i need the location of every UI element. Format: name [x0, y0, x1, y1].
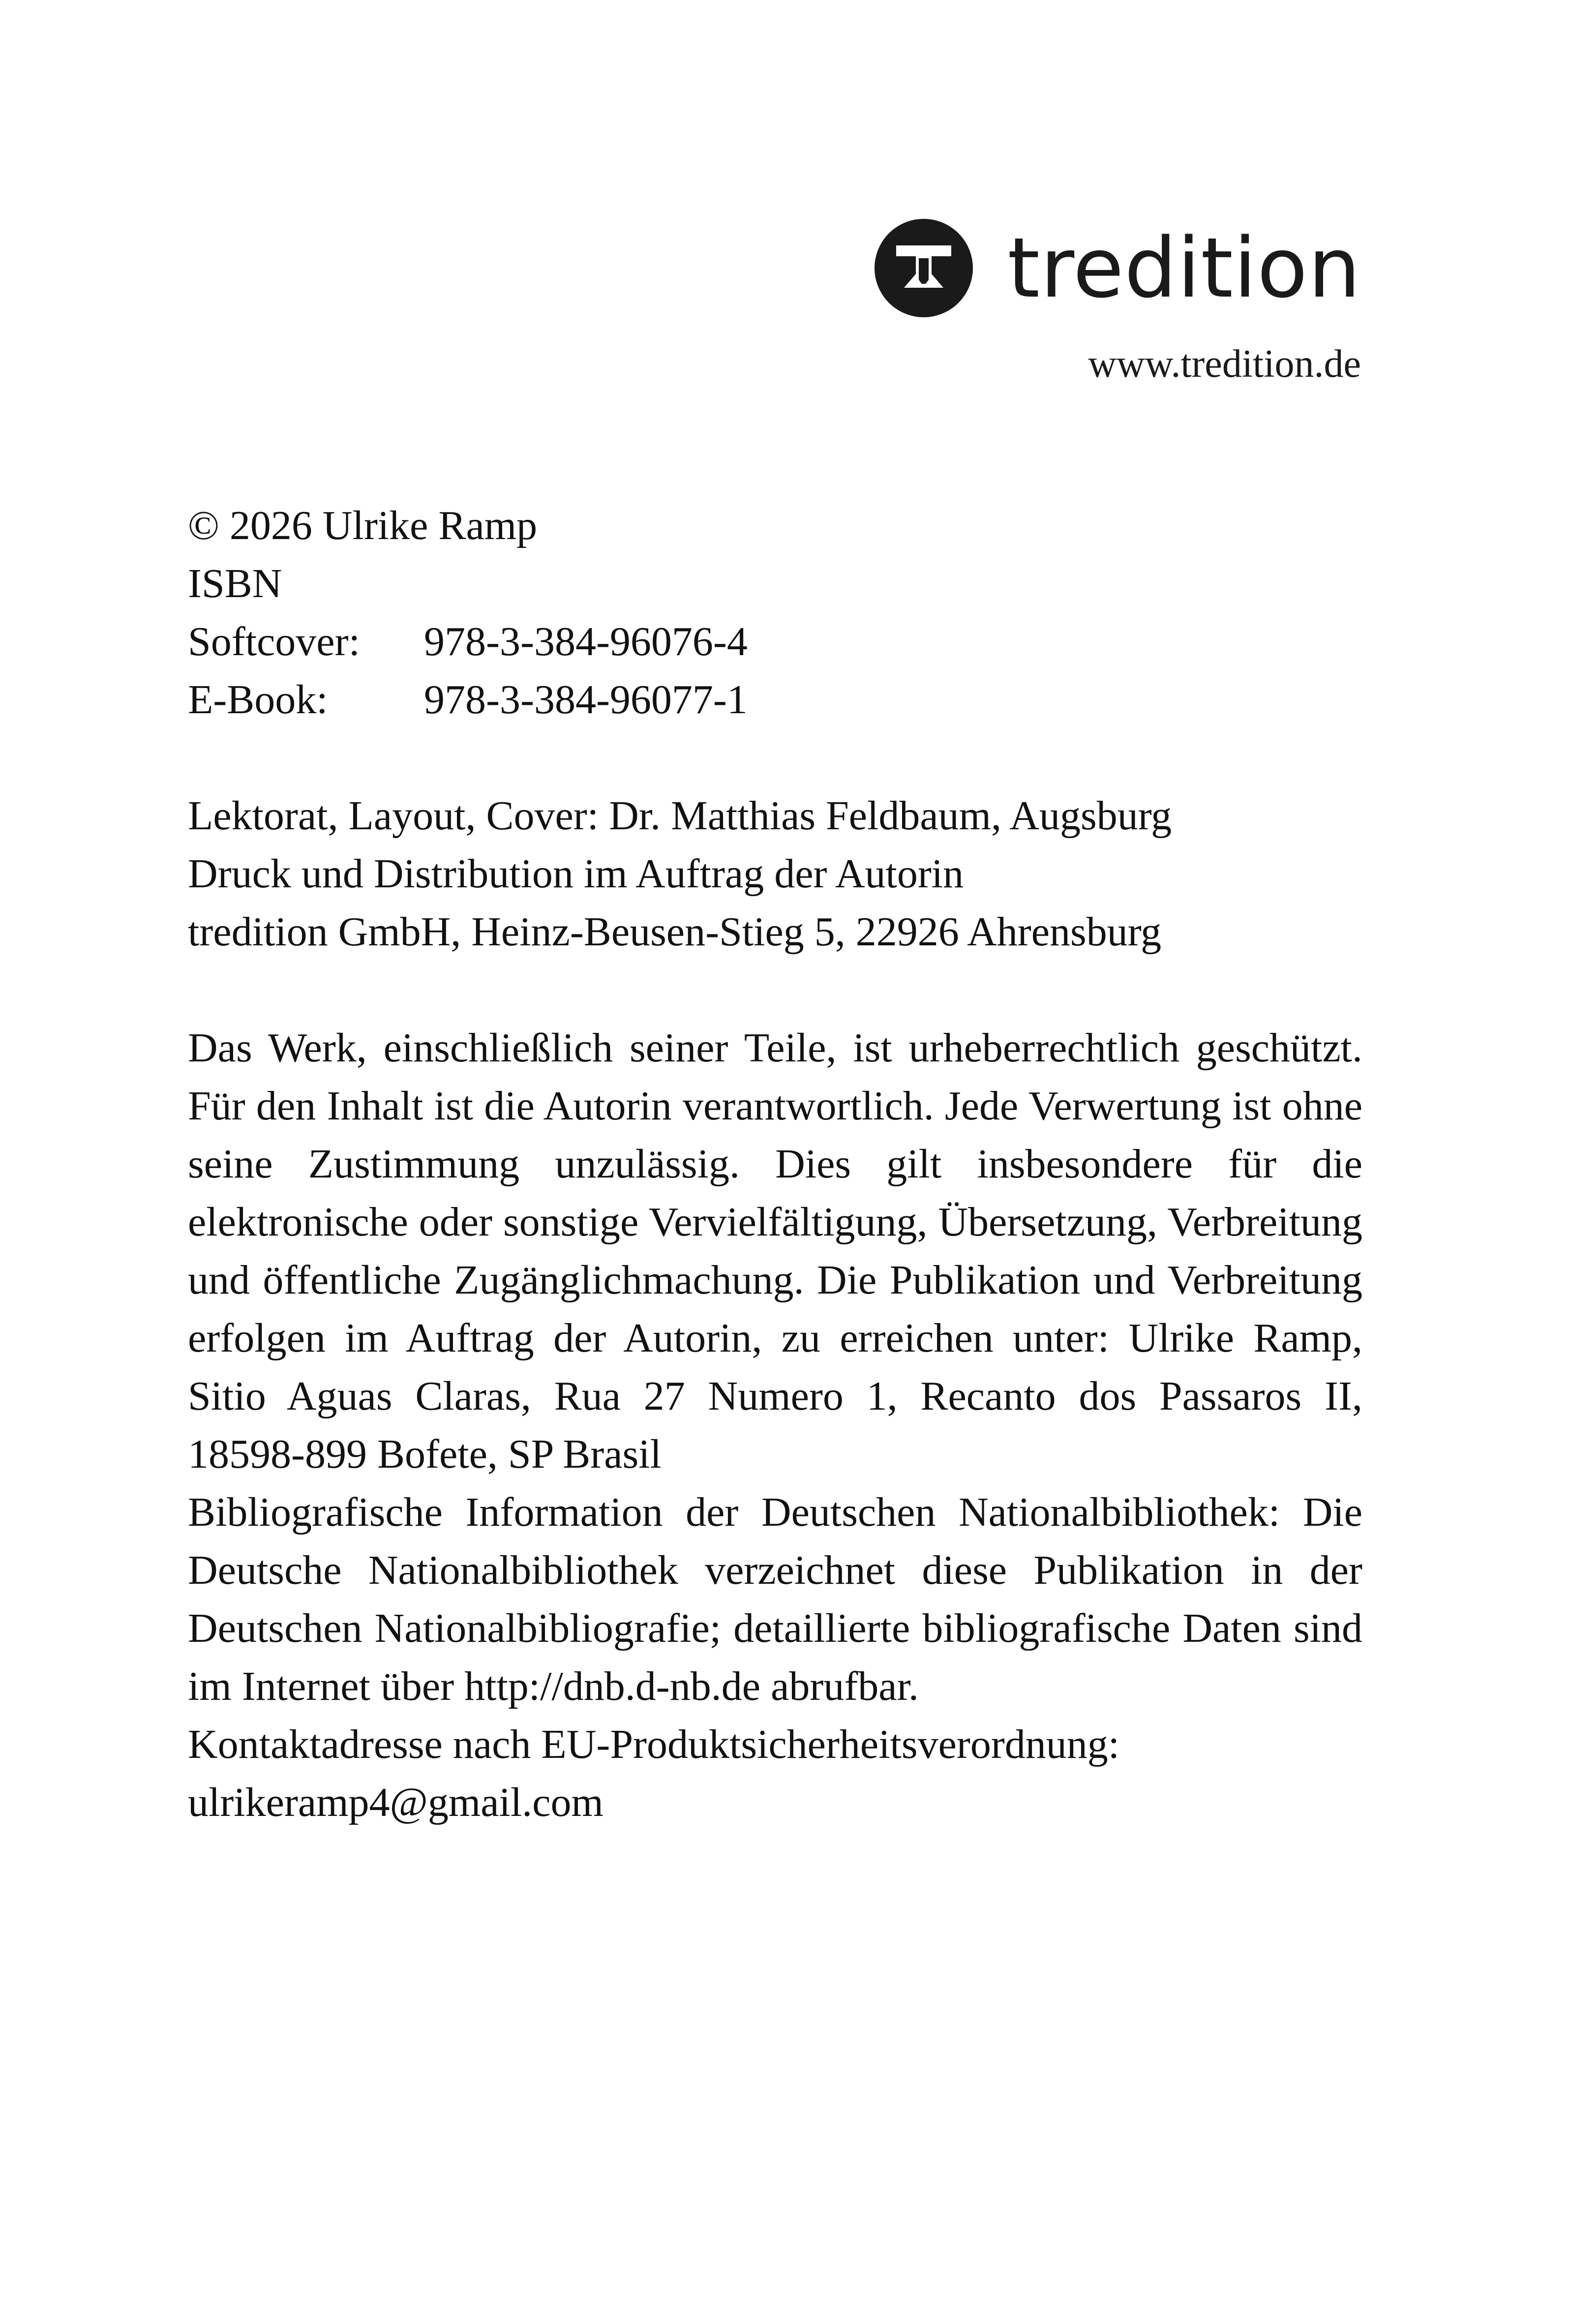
rights-paragraph: Das Werk, einschließlich seiner Teile, ist urheberrechtlich geschützt. Für den Inhalt ist die Autorin verantwortlich. Jede Verwertung ist ohne seine Zustimmung unzulässig. Dies gilt insbesondere für die elektronische oder sonstige Vervielfältigung, Übersetzung, Verbreitung und öffentliche Zugänglichmachung. Die Publikation und Verbreitung erfolgen im Auftrag der Autorin, zu erreichen unter: Ulrike Ramp, Sitio Aguas Claras, Rua 27 Numero 1, Recanto dos Passaros II, 18598-899 Bofete, SP Brasil: [188, 1025, 1362, 1477]
isbn-value: 978-3-384-96076-4: [424, 619, 748, 664]
contact-section: [188, 1716, 1362, 1832]
bibliographic-paragraph: Bibliografische Information der Deutschen Nationalbibliothek: Die Deutsche Nationalbibliothek verzeichnet diese Publikation in der Deutschen Nationalbibliografie; detaillierte bibliografische Daten sind im Internet über http://dnb.d-nb.de abrufbar.: [188, 1489, 1362, 1709]
isbn-row-softcover: [188, 613, 1362, 671]
publisher-logo: [875, 211, 1361, 325]
tredition-t-logo-icon: [875, 219, 973, 317]
publisher-website: www.tredition.de: [1088, 342, 1361, 386]
isbn-label: Softcover:: [188, 619, 360, 664]
print-line-1: Druck und Distribution im Auftrag der Autorin: [188, 851, 964, 897]
print-line-2: tredition GmbH, Heinz-Beusen-Stieg 5, 22926 Ahrensburg: [188, 909, 1162, 955]
contact-email: ulrikeramp4@gmail.com: [188, 1780, 604, 1825]
isbn-heading: ISBN: [188, 561, 282, 606]
copyright-notice: © 2026 Ulrike Ramp: [188, 503, 538, 548]
imprint-content: [188, 497, 1362, 1890]
isbn-section: [188, 555, 1362, 729]
contact-label: Kontaktadresse nach EU-Produktsicherheitsverordnung:: [188, 1721, 1120, 1767]
print-distribution: [188, 845, 1362, 961]
credits-line: Lektorat, Layout, Cover: Dr. Matthias Feldbaum, Augsburg: [188, 793, 1172, 839]
publisher-logo-wordmark: tredition: [1007, 220, 1361, 316]
isbn-label: E-Book:: [188, 677, 328, 723]
isbn-row-ebook: [188, 671, 1362, 729]
publisher-logo-block: [875, 211, 1361, 384]
isbn-value: 978-3-384-96077-1: [424, 677, 748, 723]
